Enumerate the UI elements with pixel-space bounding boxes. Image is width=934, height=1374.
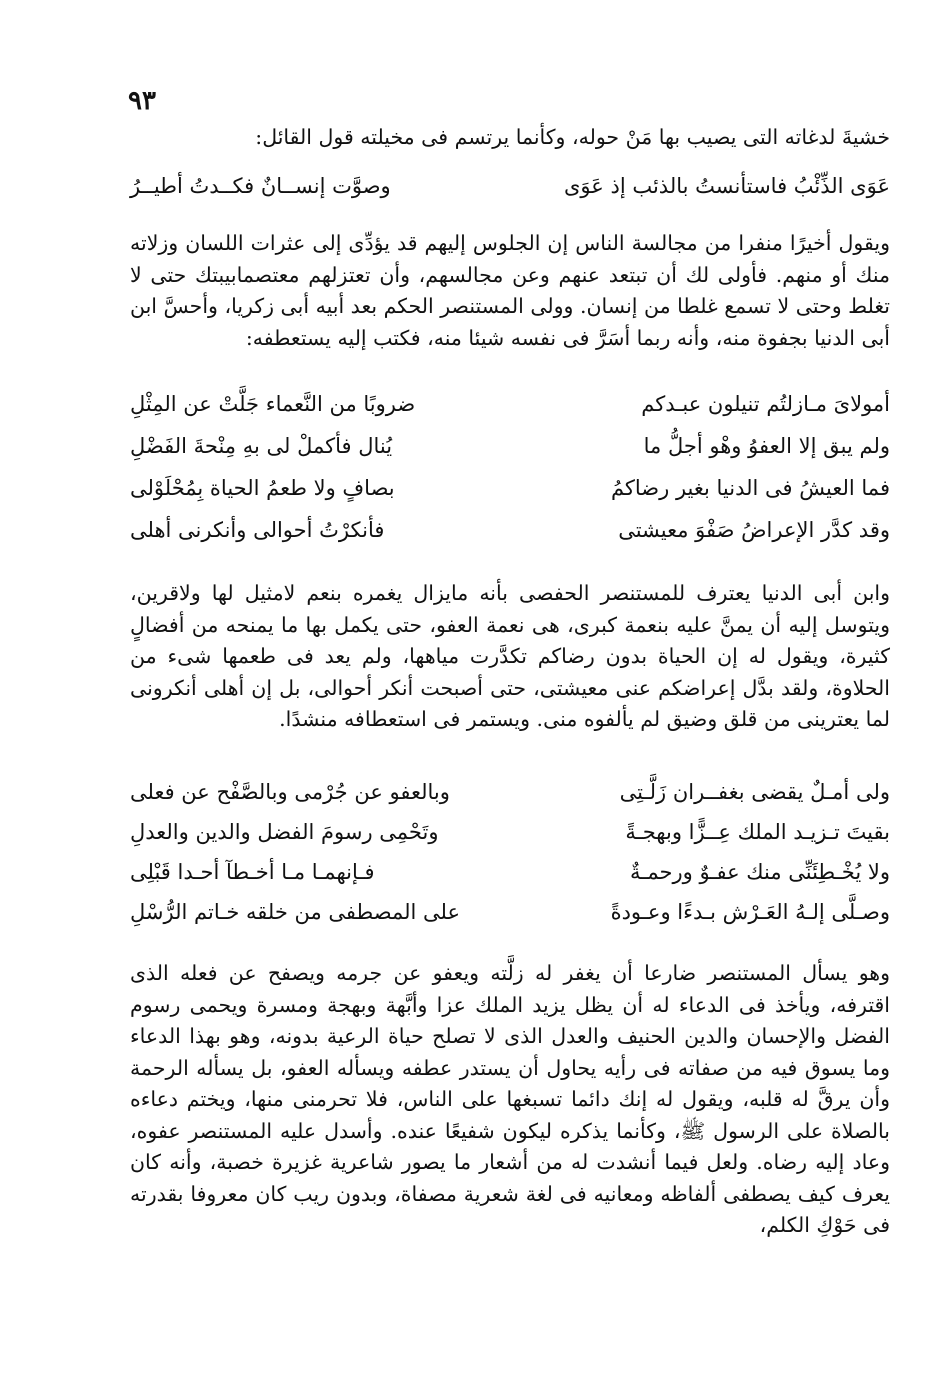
- verse-first-hemistich: ولم يبق إلا العفوُ وهْو أجلُّ ما: [643, 434, 890, 458]
- verse-second-hemistich: ضروبًا من النَّعماء جَلَّتْ عن المِثْلِ: [130, 392, 416, 416]
- verse-second-hemistich: بصافٍ ولا طعمُ الحياة بِمُحْلَوْلى: [130, 476, 395, 500]
- poem-1-line: [130, 390, 890, 418]
- verse-second-hemistich: يُنال فأكملْ لى بهِ مِنْحةَ الفَضْلِ: [130, 434, 393, 458]
- verse-first-hemistich: ولا يُخْـطِئَنِّى منك عفـوٌ ورحمـةٌ: [629, 860, 890, 884]
- page-number: ٩٣: [128, 86, 156, 116]
- paragraph-commentary: وابن أبى الدنيا يعترف للمستنصر الحفصى بأنه مايزال يغمره بنعم لامثيل لها ولاقرين، ويتوسل إليه أن يمنَّ عليه بنعمة كبرى، هى نعمة العفو، حتى يكمل بها ما يمنحه من أفضالٍ كثيرة، ويقول له إن الحياة بدون رضاكم تكدَّرت مياهها، ولم يعد فى طعمها شىء من الحلاوة، ولقد بدَّل إعراضكم عنى معيشتى، حتى أصبحت أنكر أحوالى، بل إن أهلى أنكرونى لما يعترينى من قلق وضيق لم يألفوه منى. ويستمر فى استعطافه منشدًا.: [130, 581, 890, 731]
- verse-second-hemistich: وتَحْمِى رسومَ الفضل والدين والعدلِ: [130, 820, 439, 844]
- verse-first-hemistich: وصـلَّى إلـهُ العَـرْش بـدءًا وعـودةً: [610, 900, 890, 924]
- poem-1-line: [130, 432, 890, 460]
- poem-2-line: [130, 778, 890, 806]
- verse-first-hemistich: وقد كدَّر الإعراضُ صَفْوَ معيشتى: [618, 518, 890, 542]
- verse-first-hemistich: أمولاىَ مـازلتُم تنيلون عبـدكم: [641, 392, 890, 416]
- paragraph-closing: وهو يسأل المستنصر ضارعا أن يغفر له زلَّته ويعفو عن جرمه ويصفح عن فعله الذى اقترفه، ويأخذ فى الدعاء له أن يظل يزيد الملك عزا وأبَّهة وبهجة ومسرة ويحمى رسوم الفضل والإحسان والدين الحنيف والعدل الذى لا تصلح حياة الرعية بدونه، وهو بهذا الدعاء وما يسوق فيه من صفاته فى رأيه يحاول أن يستدر عطفه ويسأله العفو، بل يسأله الرحمة وأن يرقَّ له قلبه، ويقول له إنك دائما تسبغها على الناس، فلا تحرمنى منها، ويختم دعاءه بالصلاة على الرسول ﷺ، وكأنما يذكره ليكون شفيعًا عنده. وأسدل عليه المستنصر عفوه، وعاد إليه رضاه. ولعل فيما أنشدت له من أشعار ما يصور شاعرية غزيرة خصبة، وأنه كان يعرف كيف يصطفى ألفاظه ومعانيه فى لغة شعرية مصفاة، وبدون ريب كان معروفا بقدرته فى حَوْكِ الكلم،: [130, 961, 890, 1237]
- poem-2-line: [130, 858, 890, 886]
- verse-second-hemistich: وبالعفو عن جُرْمى وبالصَّفْح عن فعلى: [130, 780, 450, 804]
- poem-2-line: [130, 898, 890, 926]
- paragraph-ibn-abi-al-dunya-appeal: ويقول أخيرًا منفرا من مجالسة الناس إن الجلوس إليهم قد يؤدِّى إلى عثرات اللسان وزلاته منك أو منهم. فأولى لك أن تبتعد عنهم وعن مجالسهم، وأن تعتزلهم معتصمابيبتك حتى لا تغلط وحتى لا تسمع غلطا من إنسان. وولى المستنصر الحكم بعد أبيه أبى زكريا، وأحسَّ ابن أبى الدنيا بجفوة منه، وأنه ربما أسَرَّ فى نفسه شيئا منه، فكتب إليه يستعطفه:: [130, 231, 890, 350]
- verse-second-hemistich: على المصطفى من خلقه خـاتم الرُّسْلِ: [130, 900, 461, 924]
- poem-1-line: [130, 516, 890, 544]
- verse-first-hemistich: عَوَى الذِّئْبُ فاستأنستُ بالذئب إذ عَوَى: [563, 174, 890, 198]
- poem-2-line: [130, 818, 890, 846]
- paragraph-opening: خشيةَ لدغاته التى يصيب بها مَنْ حوله، وكأنما يرتسم فى مخيلته قول القائل:: [255, 125, 890, 149]
- verse-line: [130, 172, 890, 200]
- verse-second-hemistich: فـإنهمـا مـا أخـطآ أحـدا قَبْلِى: [130, 860, 375, 884]
- verse-first-hemistich: بقيتَ تـزيـد الملك عِــزًّا وبهجـةً: [625, 820, 890, 844]
- poem-1-line: [130, 474, 890, 502]
- verse-first-hemistich: ولى أمـلٌ يقضى بغفــران زَلَّـتِى: [619, 780, 890, 804]
- verse-first-hemistich: فما العيشُ فى الدنيا بغير رضاكمُ: [610, 476, 890, 500]
- verse-second-hemistich: وصوَّت إنســانٌ فكــدتُ أطيــرُ: [130, 174, 391, 198]
- verse-second-hemistich: فأنكرْتُ أحوالى وأنكرنى أهلى: [130, 518, 385, 542]
